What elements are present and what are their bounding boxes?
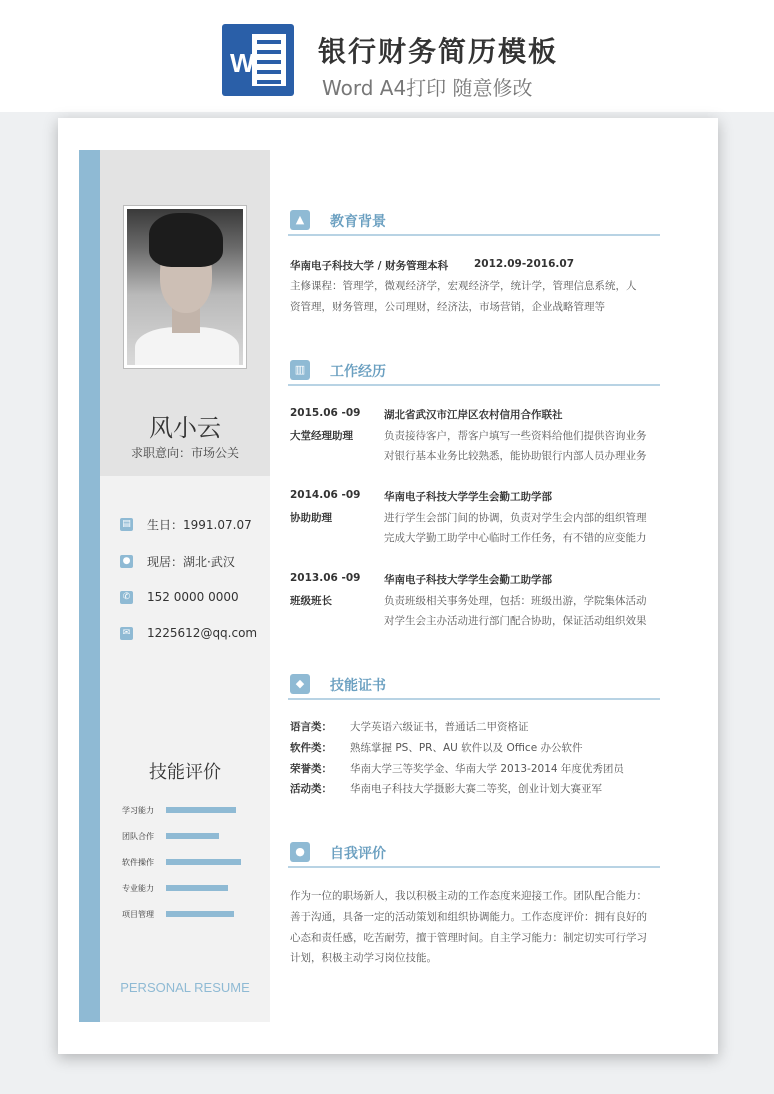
skill-row [122, 830, 219, 842]
skill-row [122, 908, 234, 920]
work-desc: 对学生会主办活动进行部门配合协助，保证活动组织效果 [384, 615, 647, 627]
work-role: 班级班长 [290, 595, 332, 607]
section-title: 教育背景 [330, 214, 386, 230]
contact-email [120, 623, 257, 643]
section-title: 技能证书 [330, 678, 386, 694]
skill-row [122, 804, 236, 816]
cert-text: 大学英语六级证书，普通话二甲资格证 [350, 721, 529, 733]
skill-level-bar [166, 807, 236, 813]
location-text: 现居：湖北·武汉 [147, 554, 235, 569]
contact-location [120, 551, 235, 571]
work-desc: 对银行基本业务比较熟悉，能协助银行内部人员办理业务 [384, 450, 647, 462]
self-evaluation-line: 作为一位的职场新人，我以积极主动的工作态度来迎接工作。团队配合能力： [290, 890, 647, 902]
work-period: 2014.06 -09 [290, 489, 361, 501]
person-icon: ● [290, 842, 310, 862]
skill-level-bar [166, 833, 219, 839]
chart-icon: ▥ [290, 360, 310, 380]
education-school: 华南电子科技大学 / 财务管理本科 [290, 260, 449, 272]
work-role: 大堂经理助理 [290, 430, 353, 442]
contact-phone [120, 587, 239, 607]
calendar-icon: ▤ [120, 518, 133, 531]
work-role: 协助助理 [290, 512, 332, 524]
phone-text: 152 0000 0000 [147, 590, 239, 604]
education-period: 2012.09-2016.07 [474, 258, 575, 270]
banner-subtitle: Word A4打印 随意修改 [322, 76, 533, 100]
template-banner [0, 0, 774, 112]
mail-icon: ✉ [120, 627, 133, 640]
skill-level-bar [166, 911, 234, 917]
work-org: 华南电子科技大学学生会勤工助学部 [384, 491, 552, 503]
section-work [288, 358, 660, 386]
skill-row [122, 856, 241, 868]
skill-label: 学习能力 [122, 805, 154, 815]
work-desc: 负责接待客户，帮客户填写一些资料给他们提供咨询业务 [384, 430, 647, 442]
candidate-name: 风小云 [149, 414, 221, 442]
personal-resume-label: PERSONAL RESUME [120, 980, 250, 995]
skills-title: 技能评价 [149, 762, 221, 783]
skill-label: 软件操作 [122, 857, 154, 867]
self-evaluation-line: 计划，积极主动学习岗位技能。 [290, 952, 437, 964]
birthday-text: 生日：1991.07.07 [147, 517, 252, 532]
education-courses-line: 资管理，财务管理，公司理财，经济法，市场营销，企业战略管理等 [290, 301, 605, 313]
skill-level-bar [166, 885, 228, 891]
work-org: 湖北省武汉市江岸区农村信用合作联社 [384, 409, 563, 421]
section-title: 工作经历 [330, 364, 386, 380]
cert-label: 软件类： [290, 742, 332, 754]
skill-row [122, 882, 228, 894]
email-text: 1225612@qq.com [147, 626, 258, 640]
job-intent: 求职意向：市场公关 [130, 446, 239, 460]
work-desc: 进行学生会部门间的协调，负责对学生会内部的组织管理 [384, 512, 647, 524]
tag-icon: ◆ [290, 674, 310, 694]
education-courses-line: 主修课程：管理学，微观经济学，宏观经济学，统计学，管理信息系统，人 [290, 280, 637, 292]
work-org: 华南电子科技大学学生会勤工助学部 [384, 574, 552, 586]
self-evaluation-line: 心态和责任感，吃苦耐劳，擅于管理时间。自主学习能力：制定切实可行学习 [290, 932, 647, 944]
skill-label: 团队合作 [122, 831, 154, 841]
cert-text: 熟练掌握 PS、PR、AU 软件以及 Office 办公软件 [350, 742, 583, 754]
cert-label: 荣誉类： [290, 763, 332, 775]
contact-birthday [120, 514, 252, 534]
resume-page [58, 118, 718, 1054]
word-icon-letter: W [230, 48, 255, 78]
work-desc: 完成大学勤工助学中心临时工作任务，有不错的应变能力 [384, 532, 647, 544]
sidebar-stripe [79, 150, 100, 1022]
skill-label: 专业能力 [122, 883, 154, 893]
phone-icon: ✆ [120, 591, 133, 604]
work-period: 2015.06 -09 [290, 407, 361, 419]
banner-title: 银行财务简历模板 [318, 35, 559, 68]
skill-level-bar [166, 859, 241, 865]
work-period: 2013.06 -09 [290, 572, 361, 584]
graduation-cap-icon: ▲ [290, 210, 310, 230]
cert-text: 华南大学三等奖学金、华南大学 2013-2014 年度优秀团员 [350, 763, 624, 775]
section-education [288, 208, 660, 236]
profile-photo [124, 206, 246, 368]
section-title: 自我评价 [330, 846, 386, 862]
work-desc: 负责班级相关事务处理，包括：班级出游，学院集体活动 [384, 595, 647, 607]
section-certificates [288, 672, 660, 700]
cert-label: 活动类： [290, 783, 332, 795]
cert-label: 语言类： [290, 721, 332, 733]
word-icon [222, 24, 294, 96]
location-icon: ● [120, 555, 133, 568]
skill-label: 项目管理 [122, 909, 154, 919]
self-evaluation-line: 善于沟通，具备一定的活动策划和组织协调能力。工作态度评价：拥有良好的 [290, 911, 647, 923]
cert-text: 华南电子科技大学摄影大赛二等奖，创业计划大赛亚军 [350, 783, 602, 795]
section-self-evaluation [288, 840, 660, 868]
